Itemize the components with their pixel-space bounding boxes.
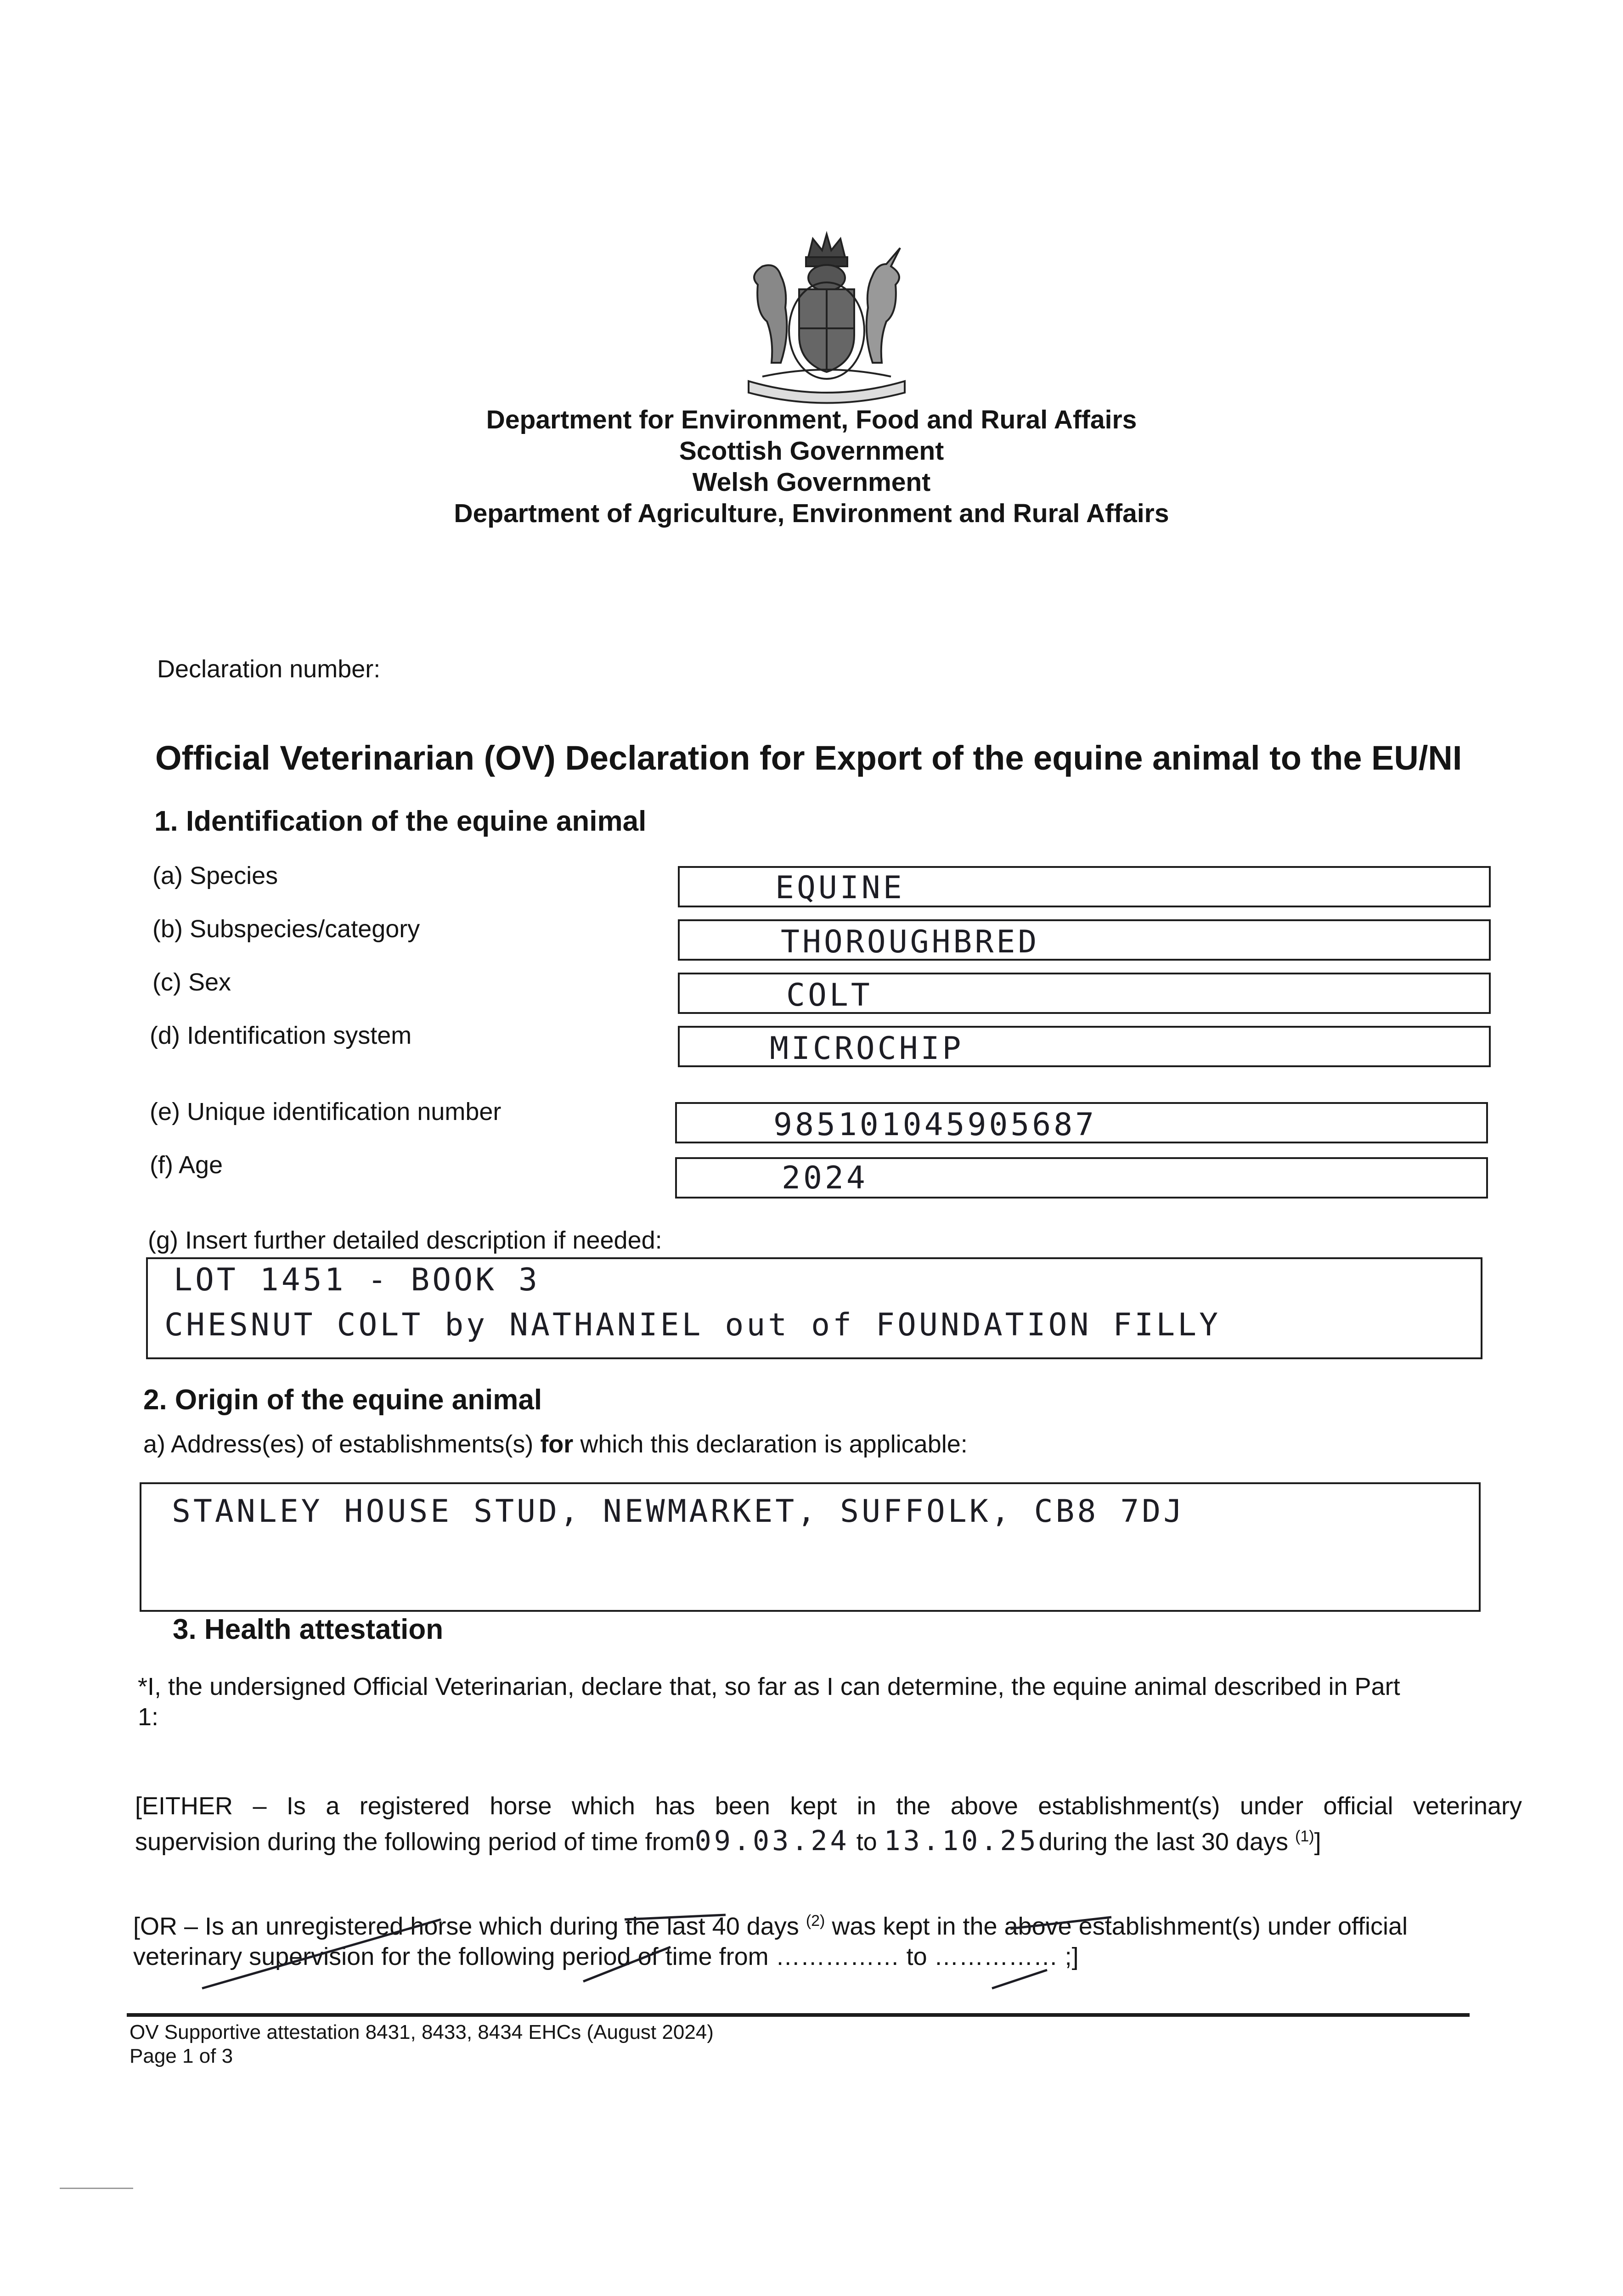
or-line-1-a: [OR – Is an unregistered horse which during the last 40 days (133, 1913, 806, 1940)
footer-page-number: Page 1 of 3 (130, 2045, 233, 2067)
or-clause-strikethrough (184, 1901, 1148, 1993)
or-line-2: veterinary supervision for the following period of time from …………… to …………… ;] (133, 1943, 1079, 1970)
royal-coat-of-arms (730, 230, 923, 404)
identification-system-label: (d) Identification system (150, 1022, 412, 1049)
department-defra: Department for Environment, Food and Rural Affairs (486, 405, 1137, 434)
either-to-word: to (849, 1828, 884, 1856)
health-intro-line-1: *I, the undersigned Official Veterinarian, declare that, so far as I can determine, the equine animal described in Part (138, 1673, 1400, 1700)
either-line-2-pre: supervision during the following period of time from (135, 1828, 695, 1856)
section-3-heading: 3. Health attestation (173, 1614, 444, 1645)
either-to-date: 13.10.25 (884, 1825, 1039, 1857)
sex-label: (c) Sex (152, 968, 231, 996)
description-line-1: LOT 1451 - BOOK 3 (174, 1262, 540, 1298)
description-field (146, 1257, 1482, 1359)
species-value: EQUINE (775, 870, 905, 906)
either-line-2-post: during the last 30 days (1038, 1828, 1295, 1856)
health-intro-line-2: 1: (138, 1703, 159, 1731)
or-note-ref: (2) (806, 1912, 825, 1930)
either-line-1: [EITHER – Is a registered horse which has been kept in the above establishment(s) under official veterinary (135, 1792, 1522, 1820)
footer-rule (127, 2013, 1470, 2017)
age-value: 2024 (782, 1160, 868, 1196)
description-line-2: CHESNUT COLT by NATHANIEL out of FOUNDATION FILLY (164, 1307, 1221, 1343)
sex-value: COLT (786, 977, 873, 1013)
either-close: ] (1314, 1828, 1321, 1856)
address-label (143, 1430, 968, 1458)
unique-id-field (675, 1102, 1488, 1143)
section-2-heading: 2. Origin of the equine animal (143, 1384, 542, 1416)
or-line-1-b: was kept in the above establishment(s) under official (825, 1913, 1408, 1940)
either-clause (135, 1791, 1522, 1857)
department-daera: Department of Agriculture, Environment and Rural Affairs (454, 499, 1169, 528)
age-label: (f) Age (150, 1151, 223, 1179)
address-label-bold: for (540, 1430, 574, 1458)
unique-id-label: (e) Unique identification number (150, 1098, 502, 1125)
identification-system-value: MICROCHIP (770, 1030, 964, 1067)
subspecies-value: THOROUGHBRED (781, 924, 1040, 960)
sex-field (678, 973, 1491, 1014)
department-scottish-government: Scottish Government (679, 436, 944, 466)
page-title: Official Veterinarian (OV) Declaration for Export of the equine animal to the EU/NI (155, 739, 1462, 777)
scan-mark (60, 2188, 133, 2189)
address-field (140, 1482, 1481, 1612)
identification-system-field (678, 1026, 1491, 1067)
species-label: (a) Species (152, 862, 278, 889)
subspecies-label: (b) Subspecies/category (152, 915, 420, 943)
description-label: (g) Insert further detailed description if needed: (148, 1227, 662, 1254)
age-field (675, 1157, 1488, 1199)
species-field (678, 866, 1491, 907)
either-from-date: 09.03.24 (694, 1825, 850, 1857)
declaration-number-label: Declaration number: (157, 655, 381, 683)
subspecies-field (678, 919, 1491, 961)
either-line-2 (135, 1821, 1522, 1857)
address-label-post: which this declaration is applicable: (573, 1430, 968, 1458)
unique-id-value: 985101045905687 (773, 1107, 1097, 1143)
address-value: STANLEY HOUSE STUD, NEWMARKET, SUFFOLK, CB8 7DJ (172, 1493, 1185, 1530)
section-1-heading: 1. Identification of the equine animal (154, 805, 647, 837)
footer-line-1: OV Supportive attestation 8431, 8433, 8434 EHCs (August 2024) (130, 2021, 714, 2043)
address-label-pre: a) Address(es) of establishments(s) (143, 1430, 541, 1458)
health-intro (138, 1671, 1516, 1732)
either-note-ref: (1) (1295, 1828, 1314, 1845)
department-welsh-government: Welsh Government (692, 467, 931, 497)
